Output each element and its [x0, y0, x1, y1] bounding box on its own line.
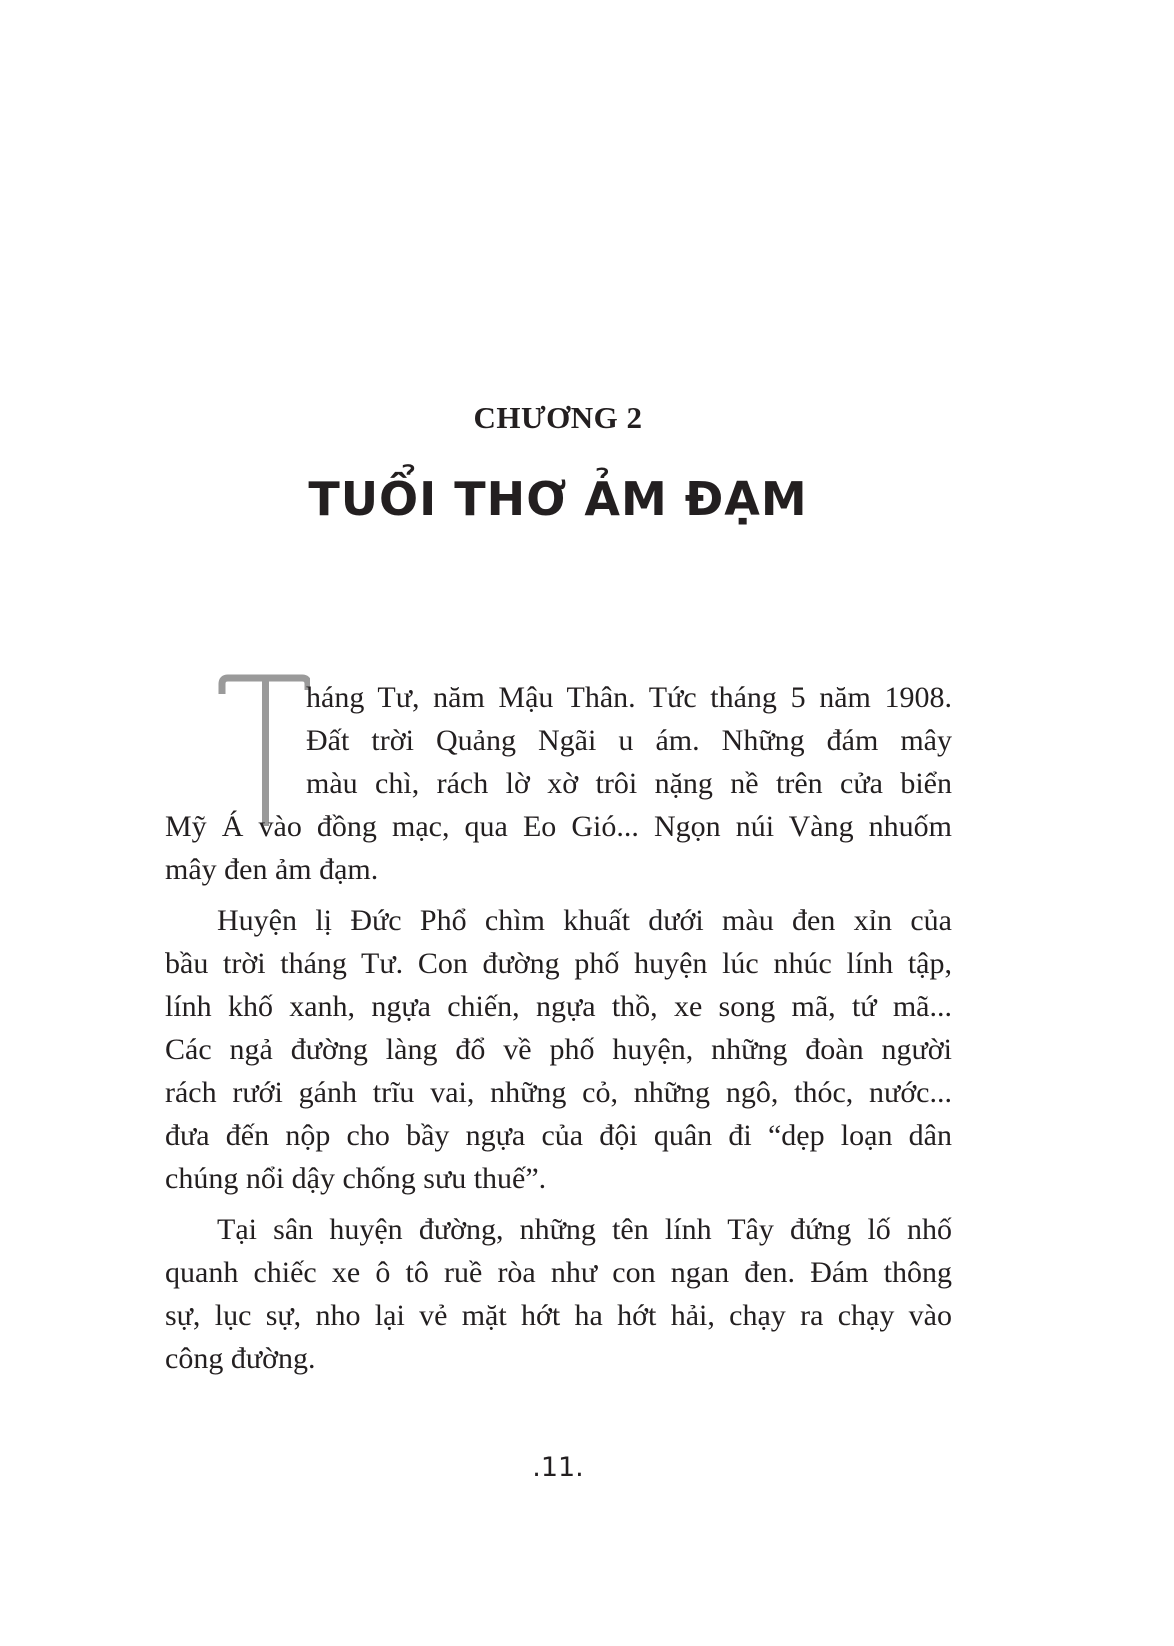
text-line: màu chì, rách lờ xờ trôi nặng nề trên cửa biển	[306, 767, 952, 800]
paragraph-spacer	[165, 891, 952, 899]
chapter-title: TUỔI THƠ ẢM ĐẠM	[308, 472, 808, 526]
paragraph-spacer	[165, 1200, 952, 1208]
text-line: sự, lục sự, nho lại vẻ mặt hớt ha hớt hải, chạy ra chạy vào	[165, 1299, 952, 1332]
paragraph-3	[165, 1208, 952, 1380]
text-line: công đường.	[165, 1342, 316, 1375]
chapter-label: CHƯƠNG 2	[473, 400, 643, 435]
text-line: Tại sân huyện đường, những tên lính Tây đứng lố nhố	[217, 1213, 952, 1246]
text-line: háng Tư, năm Mậu Thân. Tức tháng 5 năm 1908.	[306, 681, 952, 714]
text-line: bầu trời tháng Tư. Con đường phố huyện lúc nhúc lính tập,	[165, 947, 952, 980]
text-line: Mỹ Á vào đồng mạc, qua Eo Gió... Ngọn núi Vàng nhuốm	[165, 810, 952, 843]
text-line: quanh chiếc xe ô tô ruề ròa như con ngan đen. Đám thông	[165, 1256, 952, 1289]
text-line: Đất trời Quảng Ngãi u ám. Những đám mây	[306, 724, 952, 757]
page-number: .11.	[532, 1452, 584, 1483]
text-line: lính khố xanh, ngựa chiến, ngựa thồ, xe song mã, tứ mã...	[165, 990, 952, 1023]
text-line: Huyện lị Đức Phổ chìm khuất dưới màu đen xỉn của	[217, 904, 952, 937]
text-line: Các ngả đường làng đổ về phố huyện, những đoàn người	[165, 1033, 952, 1066]
text-line: đưa đến nộp cho bầy ngựa của đội quân đi “dẹp loạn dân	[165, 1119, 952, 1152]
text-line: mây đen ảm đạm.	[165, 853, 379, 886]
text-line: rách rưới gánh trĩu vai, những cỏ, những ngô, thóc, nước...	[165, 1076, 952, 1109]
text-line: chúng nổi dậy chống sưu thuế”.	[165, 1162, 547, 1195]
paragraph-2	[165, 899, 952, 1200]
paragraph-1	[165, 676, 952, 891]
chapter-body	[165, 676, 952, 1380]
